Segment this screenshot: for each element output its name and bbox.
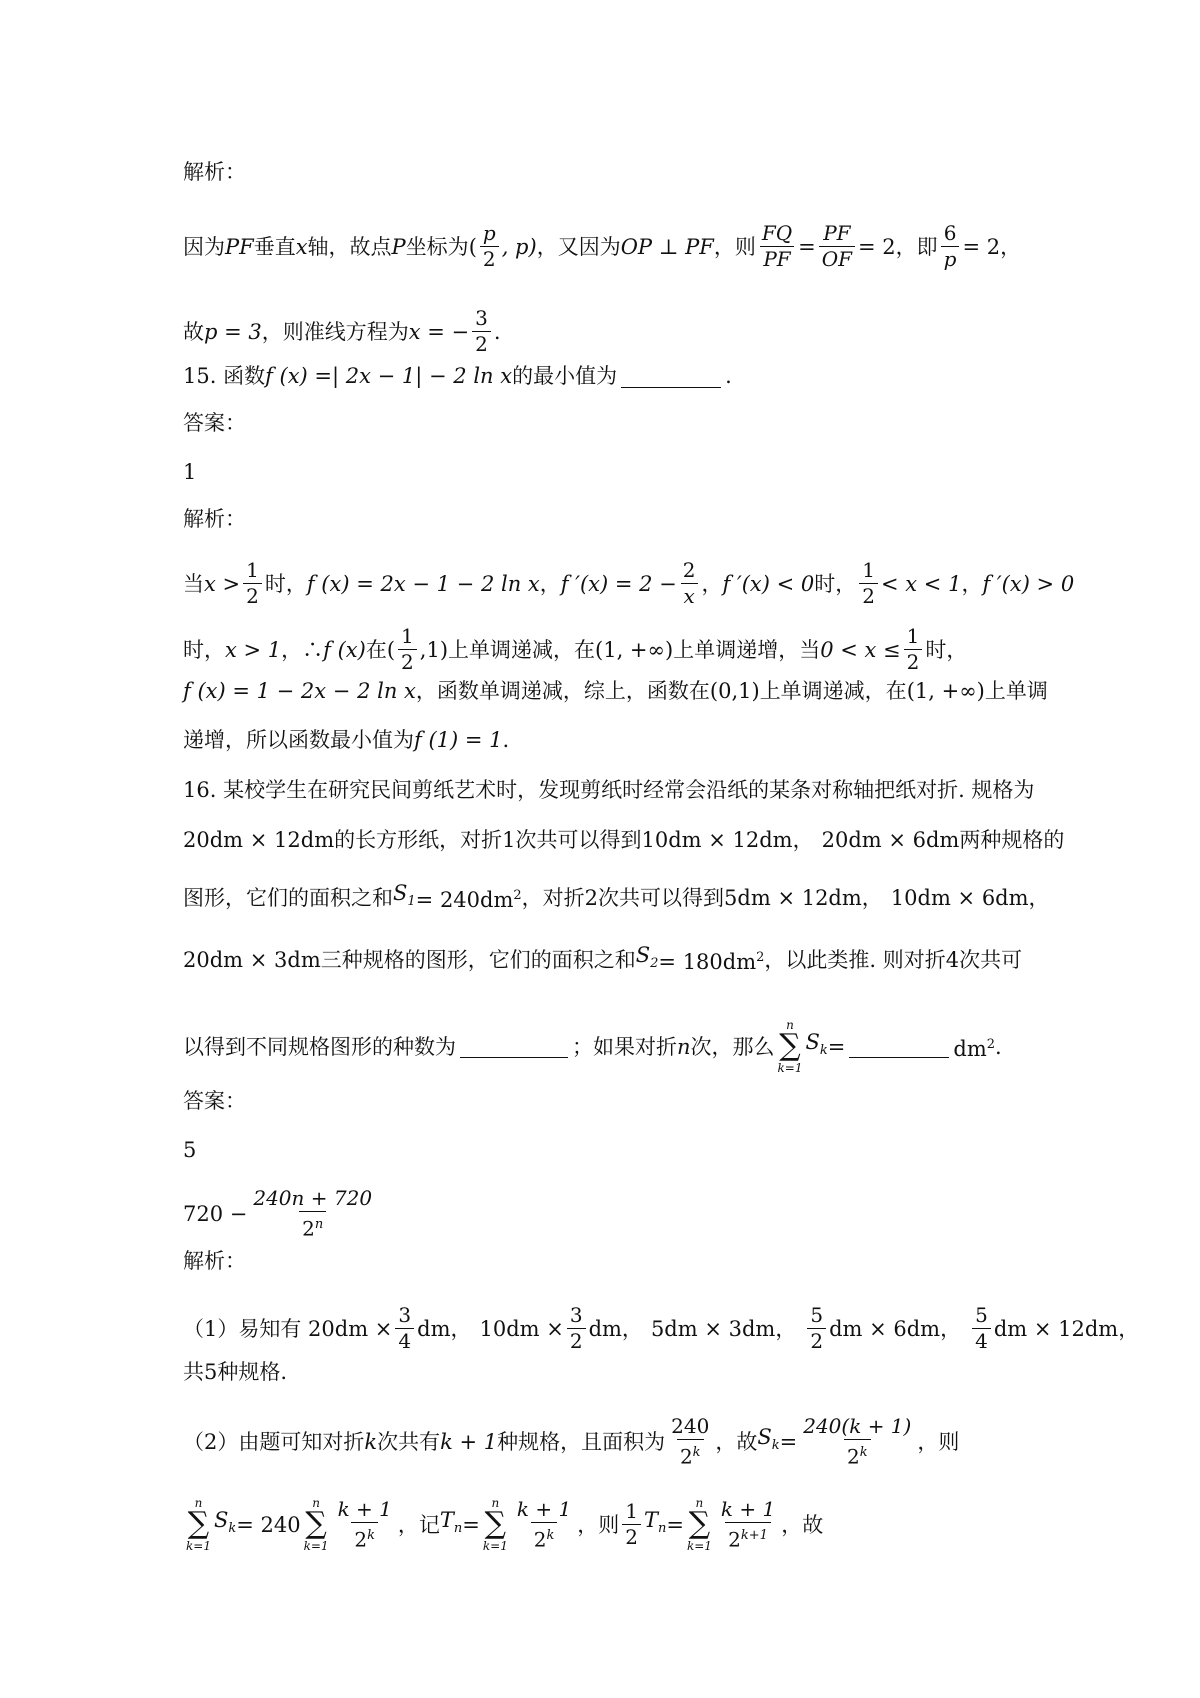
text: ，则 (577, 1512, 620, 1537)
text: . (725, 364, 732, 388)
math: = (666, 1512, 684, 1537)
text: 在 (365, 637, 387, 662)
p15-analysis-line4 (183, 726, 509, 754)
math: 10dm × 6dm (890, 885, 1029, 910)
math: 1 (502, 828, 516, 852)
p15-analysis-line3 (183, 677, 1048, 705)
fraction-1-2: $\frac{1}{2}$ (622, 1500, 641, 1549)
fraction-3-4: $\frac{3}{4}$ (395, 1304, 414, 1353)
math: 5dm × 3dm， (650, 1316, 797, 1341)
math: x > (204, 571, 241, 596)
text: 时， (814, 571, 857, 596)
text: ；如果对折 (572, 1034, 677, 1059)
text: . (995, 1034, 1002, 1059)
math: （1）易知有 20dm × (183, 1316, 393, 1341)
text: 坐标为 (405, 234, 469, 259)
text: 次共可 (959, 947, 1023, 972)
text: 上单调 (984, 679, 1048, 703)
p16-question-line1 (183, 776, 1034, 804)
p16-analysis-part3 (183, 1497, 823, 1552)
math: f ′(x) < 0 (722, 571, 815, 596)
math: 5 (204, 1360, 218, 1384)
text: ， (961, 571, 983, 596)
text: 时， (925, 637, 968, 662)
math: 20dm × 6dm (821, 828, 960, 852)
text: 的最小值为 (512, 364, 618, 388)
math: k + 1 (440, 1429, 498, 1454)
math: dm × 6dm， (829, 1316, 962, 1341)
answer-blank (621, 365, 721, 388)
fraction-3-2: $\frac{3}{2}$ (472, 307, 491, 356)
math: ,1) (419, 637, 449, 662)
text: 因为 (183, 234, 225, 259)
text: . (493, 319, 501, 344)
text: 递增，所以函数最小值为 (183, 728, 414, 752)
math: = (462, 1512, 480, 1537)
text: 时， (183, 637, 225, 662)
text: . (502, 728, 510, 752)
math: 20dm × 12dm (183, 828, 335, 852)
p15-answer (183, 458, 196, 486)
text: 故 (183, 319, 204, 344)
p16-answer-1 (183, 1136, 196, 1164)
answer-blank-2 (849, 1035, 949, 1058)
p16-question-line2 (183, 826, 1064, 854)
text: 轴，故点 (307, 234, 392, 259)
math: (0,1) (709, 679, 760, 703)
math: 10dm × 12dm (641, 828, 793, 852)
question-number: 15. 函数 (183, 364, 266, 388)
text: 两种规格的 (959, 828, 1065, 852)
fraction-k1-2k: $\frac{k + 1}{2^k}$ (337, 1496, 392, 1552)
math: dm， (588, 1316, 643, 1341)
label: 解析： (183, 507, 246, 531)
text: 当 (183, 571, 204, 596)
p15-analysis-line1 (183, 559, 1074, 608)
text: ，又因为 (536, 234, 621, 259)
p16-analysis-part1 (183, 1304, 1139, 1353)
text: 图形，它们的面积之和 (183, 885, 393, 910)
text: 种规格，且面积为 (497, 1429, 666, 1454)
text: 垂直 (253, 234, 296, 259)
text: ，则准线方程为 (261, 319, 409, 344)
text: 以得到不同规格图形的种数为 (183, 1034, 456, 1059)
text: ，即 (895, 234, 938, 259)
text: ，故 (781, 1512, 824, 1537)
text: ， (539, 571, 561, 596)
math: = (827, 1034, 846, 1059)
math: = 2 (962, 234, 1001, 259)
math: 20dm × 3dm (183, 947, 321, 972)
text: 上单调递减，在 (759, 679, 907, 703)
text: ， (701, 571, 723, 596)
p15-analysis-label (183, 505, 246, 533)
math: 4 (945, 947, 960, 972)
text: ，∴ (281, 637, 324, 662)
fraction-2-x: $\frac{2}{x}$ (680, 559, 699, 608)
text: ，则 (917, 1429, 960, 1454)
fraction-1-2: $\frac{1}{2}$ (904, 625, 923, 674)
fraction-pf-of: $\frac{PF}{OF}$ (819, 222, 855, 271)
text: 种规格. (217, 1360, 288, 1384)
summation: n ∑ k=1 (186, 1496, 211, 1553)
math: f (1) = 1 (414, 728, 503, 752)
fraction-k1-2k1: $\frac{k + 1}{2^{k+1}}$ (720, 1496, 776, 1552)
text: 次，那么 (690, 1034, 775, 1059)
math: p = 3 (204, 319, 262, 344)
math: = (798, 234, 816, 259)
math-s2: $S_2$ (635, 943, 659, 972)
math-sk: $S_k$ (213, 1507, 237, 1537)
math: n (677, 1034, 691, 1059)
question-text: 16. 某校学生在研究民间剪纸艺术时，发现剪纸时经常会沿纸的某条对称轴把纸对折. 规格为 (183, 778, 1035, 802)
math: k (364, 1429, 378, 1454)
fraction-1-2: $\frac{1}{2}$ (243, 559, 262, 608)
math: = 240 (236, 1512, 301, 1537)
math: = $240dm^2$ (415, 887, 522, 912)
math-s1: $S_1$ (393, 881, 416, 910)
summation: n ∑ k=1 (482, 1496, 508, 1553)
summation: n ∑ k=1 (777, 1018, 803, 1075)
p16-question-line4 (183, 941, 1022, 978)
p16-question-line3 (183, 879, 1050, 916)
math: = 2 (858, 234, 896, 259)
text: ，故 (715, 1429, 758, 1454)
math: f (x) (323, 637, 366, 662)
p15-answer-label (183, 409, 246, 437)
fraction-5-2: $\frac{5}{2}$ (807, 1304, 826, 1353)
math: = $180dm^2$ (658, 949, 765, 974)
text: 共 (183, 1360, 204, 1384)
label: 解析： (183, 1249, 246, 1273)
fraction-fq-pf: $\frac{FQ}{PF}$ (761, 221, 793, 271)
fraction-1-2: $\frac{1}{2}$ (398, 625, 417, 674)
answer-blank-1 (460, 1035, 568, 1058)
p14-analysis-label (183, 158, 246, 186)
fraction-k1-2k: $\frac{k + 1}{2^k}$ (516, 1496, 572, 1552)
fraction-p-over-2: $\frac{p}{2}$ (480, 222, 499, 271)
math-p: P (391, 234, 406, 259)
fraction-answer: $\frac{240n + 720}{2^n}$ (253, 1186, 373, 1241)
math: f ′(x) > 0 (982, 571, 1075, 596)
p16-question-line5 (183, 1019, 1002, 1074)
math: (1, +∞) (595, 637, 674, 662)
label: 解析： (183, 160, 246, 184)
text: ，记 (397, 1512, 440, 1537)
math-sk: $S_k$ (757, 1425, 780, 1454)
math-unit: $dm^2$ (953, 1036, 996, 1061)
math: = (779, 1429, 798, 1454)
text: （2）由题可知对折 (183, 1429, 365, 1454)
math: 2 (584, 885, 599, 910)
text: 次共可以得到 (598, 885, 725, 910)
summation: n ∑ k=1 (303, 1496, 329, 1553)
math: < x < 1 (881, 571, 962, 596)
p15-question (183, 362, 732, 390)
text: ， (1000, 234, 1022, 259)
text: 次共有 (377, 1429, 441, 1454)
math: dm × 12dm， (993, 1316, 1140, 1341)
text: 时， (264, 571, 307, 596)
fraction-sk: $\frac{240(k + 1)}{2^k}$ (803, 1414, 912, 1469)
fraction-240-2k: $\frac{240}{2^k}$ (671, 1414, 710, 1469)
math-tn: $T_n$ (643, 1507, 667, 1537)
math: f (x) = 1 − 2x − 2 ln x (183, 679, 416, 703)
label: 答案： (183, 411, 246, 435)
label: 答案： (183, 1089, 246, 1113)
math: 10dm × (479, 1316, 564, 1341)
math-x: x (295, 234, 308, 259)
text: 次共可以得到 (515, 828, 642, 852)
text: ，以此类推. 则对折 (764, 947, 946, 972)
math: 5dm × 12dm (724, 885, 862, 910)
answer-value: 1 (183, 460, 197, 484)
p16-answer-2 (183, 1187, 378, 1241)
fraction-6-p: $\frac{6}{p}$ (941, 222, 960, 271)
text: ， (792, 828, 814, 852)
text: ， (861, 885, 883, 910)
p14-analysis-line1 (183, 222, 1021, 271)
text: ，函数单调递减，综上，函数在 (415, 679, 710, 703)
math: f ′(x) = 2 − (560, 571, 677, 596)
p16-analysis-label (183, 1247, 246, 1275)
math: ( (468, 234, 477, 259)
math: x > 1 (225, 637, 282, 662)
math: dm， (417, 1316, 472, 1341)
fraction-1-2: $\frac{1}{2}$ (859, 559, 878, 608)
answer-value: 5 (183, 1138, 197, 1162)
fraction-3-2: $\frac{3}{2}$ (567, 1304, 586, 1353)
p15-analysis-line2 (183, 625, 967, 674)
math: (1, +∞) (906, 679, 985, 703)
p16-analysis-part2 (183, 1415, 959, 1469)
p16-answer-label (183, 1087, 246, 1115)
math-pf: PF (225, 234, 254, 259)
text: 三种规格的图形，它们的面积之和 (320, 947, 636, 972)
text: ，对折 (521, 885, 585, 910)
math-function: f (x) =| 2x − 1| − 2 ln x (265, 364, 513, 388)
math-perpendicular: OP ⊥ PF (620, 234, 714, 259)
math-sk: $S_k$ (805, 1029, 828, 1059)
text: 上单调递减，在 (448, 637, 596, 662)
math: , p) (501, 234, 537, 259)
math: f (x) = 2x − 1 − 2 ln x (306, 571, 540, 596)
math-tn: $T_n$ (439, 1507, 463, 1537)
math: ( (386, 637, 396, 662)
math: 720 − (183, 1201, 248, 1226)
text: ，则 (713, 234, 756, 259)
p16-analysis-part1b (183, 1358, 287, 1386)
fraction-5-4: $\frac{5}{4}$ (972, 1304, 991, 1353)
summation: n ∑ k=1 (686, 1496, 712, 1553)
math: x = − (408, 319, 470, 344)
text: 的长方形纸，对折 (334, 828, 503, 852)
text: 上单调递增，当 (673, 637, 821, 662)
math: 0 < x ≤ (820, 637, 901, 662)
text: ， (1028, 885, 1050, 910)
p14-analysis-line2 (183, 307, 501, 356)
